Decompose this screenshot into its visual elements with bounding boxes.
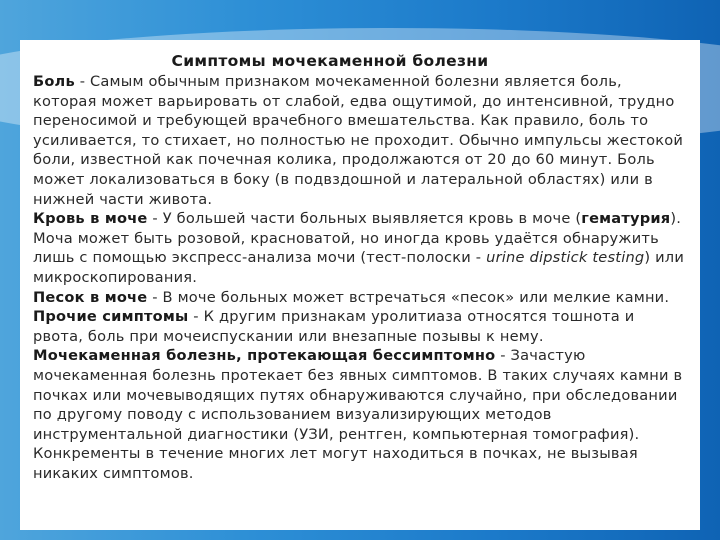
term-sand: Песок в моче — [33, 288, 148, 306]
paragraph-asymptomatic — [33, 346, 685, 483]
slide-title: Симптомы мочекаменной болезни — [171, 52, 489, 70]
term-blood: Кровь в моче — [33, 210, 148, 228]
text-blood-2: ). Моча может быть розовой, красноватой, но иногда кровь удаётся обнаружить лишь с помощью экспресс-анализа мочи (тест-полоски - — [33, 210, 682, 267]
paragraph-sand — [33, 288, 685, 308]
paragraph-blood — [33, 209, 685, 287]
paragraph-pain — [33, 72, 685, 209]
text-pain: - Самым обычным признаком мочекаменной болезни является боль, которая может варьировать от слабой, едва ощутимой, до интенсивной, трудно переносимой и требующей врачебного вмешательства. Как правило, боль то усиливается, то стихает, но полностью не проходит. Обычно импульсы жестокой боли, известной как почечная колика, продолжаются от 20 до 60 минут. Боль может локализоваться в боку (в подвздошной и латеральной областях) или в нижней части живота. — [33, 73, 684, 208]
term-asymptomatic: Мочекаменная болезнь, протекающая бессимптомно — [33, 347, 496, 365]
text-blood-1: - У большей части больных выявляется кровь в моче ( — [147, 210, 582, 228]
term-hematuria: гематурия — [581, 210, 671, 228]
term-pain: Боль — [33, 73, 75, 90]
text-other: - К другим признакам уролитиаза относятся тошнота и рвота, боль при мочеиспускании или внезапные позывы к нему. — [33, 308, 635, 345]
paragraph-other — [33, 307, 685, 346]
text-blood-italic: urine dipstick testing — [486, 249, 645, 267]
text-asymptomatic: - Зачастую мочекаменная болезнь протекает без явных симптомов. В таких случаях камни в почках или мочевыводящих путях обнаруживаются случайно, при обследовании по другому поводу с использованием визуализирующих методов инструментальной диагностики (УЗИ, рентген, компьютерная томография). Конкременты в течение многих лет могут находиться в почках, не вызывая никаких симптомов. — [33, 347, 683, 482]
term-other: Прочие симптомы — [33, 308, 189, 326]
text-blood-3: ) или микроскопирования. — [33, 249, 685, 286]
text-sand: - В моче больных может встречаться «песок» или мелкие камни. — [147, 288, 670, 306]
slide-body — [33, 72, 685, 483]
